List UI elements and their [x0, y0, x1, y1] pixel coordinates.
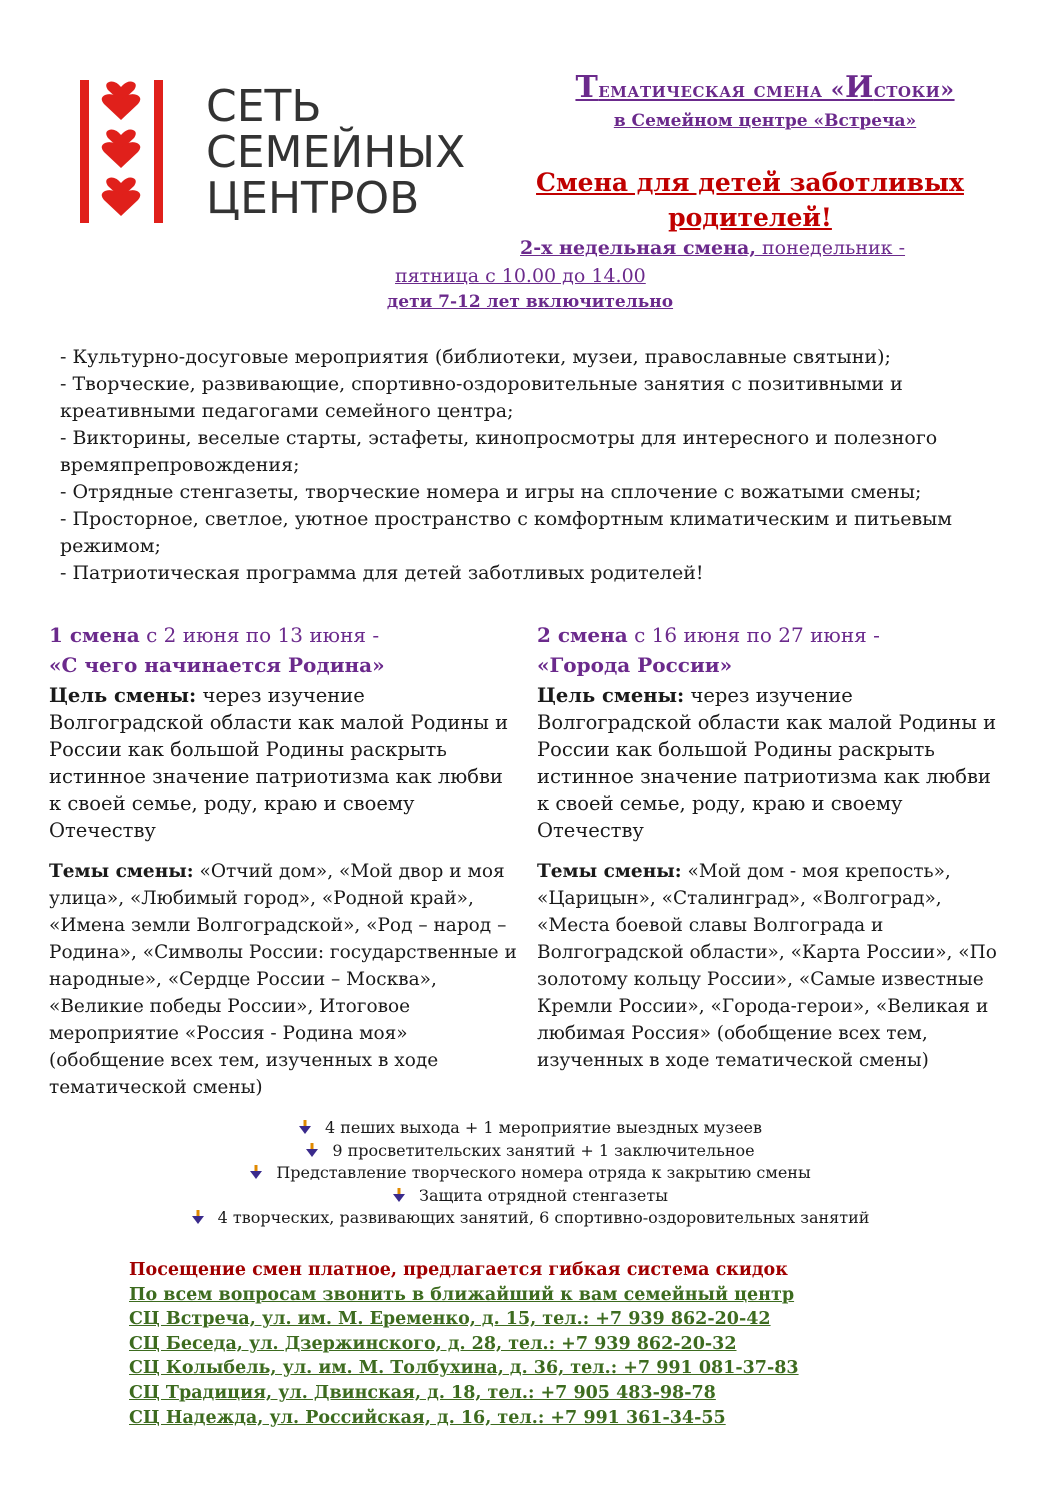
- shift-goal: [537, 682, 1007, 844]
- page-title: [500, 70, 1030, 105]
- logo-line: ЦЕНТРОВ: [206, 173, 420, 224]
- feature-item: - Культурно-досуговые мероприятия (библиотеки, музеи, православные святыни);: [60, 346, 891, 368]
- schedule-duration: 2-х недельная смена,: [520, 237, 756, 259]
- page-subtitle: в Семейном центре «Встреча»: [613, 111, 917, 131]
- contact-note: По всем вопросам звонить в ближайший к вам семейный центр: [129, 1284, 795, 1305]
- topics-text: «Отчий дом», «Мой двор и моя улица», «Любимый город», «Родной край», «Имена земли Волгоградской», «Род – народ – Родина», «Символы России: государственные и народные», «Сердце России – Москва», «Великие победы России», Итоговое мероприятие «Россия - Родина моя» (обобщение всех тем, изученных в ходе тематической смены): [49, 861, 517, 1098]
- goal-text: через изучение Волгоградской области как малой Родины и России как большой Родины раскрыть истинное значение патриотизма как любви к своей семье, роду, краю и своему Отечеству: [537, 684, 997, 842]
- schedule-line-1: [520, 237, 905, 259]
- feature-item: - Викторины, веселые старты, эстафеты, кинопросмотры для интересного и полезного времяпрепровождения;: [60, 427, 938, 476]
- activity-text: Защита отрядной стенгазеты: [419, 1185, 668, 1205]
- activity-item: [0, 1117, 1061, 1140]
- activity-item: [0, 1140, 1061, 1163]
- shift-heading: [49, 620, 519, 650]
- feature-item: - Просторное, светлое, уютное пространство с комфортным климатическим и питьевым режимом;: [60, 508, 953, 557]
- activity-item: [0, 1185, 1061, 1208]
- center-contact: СЦ Беседа, ул. Дзержинского, д. 28, тел.: +7 939 862-20-32: [129, 1333, 737, 1354]
- goal-text: через изучение Волгоградской области как малой Родины и России как большой Родины раскрыть истинное значение патриотизма как любви к своей семье, роду, краю и своему Отечеству: [49, 684, 509, 842]
- topics-label: Темы смены:: [537, 861, 682, 882]
- shift-topics: [537, 858, 1007, 1074]
- shift-1-column: [49, 620, 519, 1101]
- shift-name: «Города России»: [537, 653, 733, 677]
- activity-text: 4 творческих, развивающих занятий, 6 спортивно-оздоровительных занятий: [217, 1208, 870, 1227]
- contacts-footer: [129, 1258, 799, 1430]
- center-contact: СЦ Колыбель, ул. им. М. Толбухина, д. 36, тел.: +7 991 081-37-83: [129, 1358, 799, 1379]
- headline: Смена для детей заботливых родителей!: [536, 168, 964, 232]
- shift-number: 1 смена: [49, 623, 140, 647]
- arrow-down-icon: [250, 1165, 262, 1179]
- center-contact: СЦ Встреча, ул. им. М. Еременко, д. 15, тел.: +7 939 862-20-42: [129, 1309, 771, 1330]
- title-initial: И: [844, 70, 874, 105]
- logo-line: СЕМЕЙНЫХ: [206, 127, 466, 178]
- title-part: ематическая смена «: [598, 77, 845, 103]
- feature-item: - Патриотическая программа для детей заботливых родителей!: [60, 562, 704, 584]
- activity-text: 9 просветительских занятий + 1 заключительное: [332, 1140, 755, 1160]
- shift-name: «С чего начинается Родина»: [49, 653, 385, 677]
- features-list: [60, 344, 1020, 587]
- logo-line: СЕТЬ: [206, 81, 322, 132]
- schedule-line-2: пятница с 10.00 до 14.00: [395, 265, 646, 287]
- shift-number: 2 смена: [537, 623, 628, 647]
- age-range: дети 7-12 лет включительно: [386, 292, 674, 312]
- activity-text: 4 пеших выхода + 1 мероприятие выездных музеев: [324, 1118, 763, 1137]
- shift-heading: [537, 620, 1007, 650]
- activity-item: [0, 1162, 1061, 1185]
- shift-dates: с 16 июня по 27 июня -: [627, 623, 880, 647]
- center-contact: СЦ Надежда, ул. Российская, д. 16, тел.: +7 991 361-34-55: [129, 1407, 726, 1428]
- schedule-days: понедельник -: [755, 237, 906, 259]
- shift-topics: [49, 858, 519, 1101]
- title-initial: Т: [575, 70, 599, 105]
- center-contact: СЦ Традиция, ул. Двинская, д. 18, тел.: +7 905 483-98-78: [129, 1382, 716, 1403]
- activities-list: [0, 1117, 1061, 1230]
- topics-text: «Мой дом - моя крепость», «Царицын», «Сталинград», «Волгоград», «Места боевой славы Волгограда и Волгоградской области», «Карта России», «По золотому кольцу России», «Самые известные Кремли России», «Города-герои», «Великая и любимая Россия» (обобщение всех тем, изученных в ходе тематической смены): [537, 861, 997, 1071]
- paid-note: Посещение смен платное, предлагается гибкая система скидок: [129, 1260, 788, 1280]
- feature-item: - Творческие, развивающие, спортивно-оздоровительные занятия с позитивными и креативными педагогами семейного центра;: [60, 373, 903, 422]
- topics-label: Темы смены:: [49, 861, 194, 882]
- arrow-down-icon: [306, 1143, 318, 1157]
- arrow-down-icon: [192, 1210, 204, 1224]
- shift-2-column: [537, 620, 1007, 1074]
- activity-item: [0, 1207, 1061, 1230]
- logo-wordmark: [206, 81, 466, 224]
- shift-goal: [49, 682, 519, 844]
- feature-item: - Отрядные стенгазеты, творческие номера и игры на сплочение с вожатыми смены;: [60, 481, 922, 503]
- arrow-down-icon: [299, 1120, 311, 1134]
- goal-label: Цель смены:: [537, 684, 685, 707]
- activity-text: Представление творческого номера отряда к закрытию смены: [276, 1163, 811, 1182]
- goal-label: Цель смены:: [49, 684, 197, 707]
- title-part: стоки»: [873, 77, 955, 103]
- shift-dates: с 2 июня по 13 июня -: [139, 623, 380, 647]
- arrow-down-icon: [393, 1188, 405, 1202]
